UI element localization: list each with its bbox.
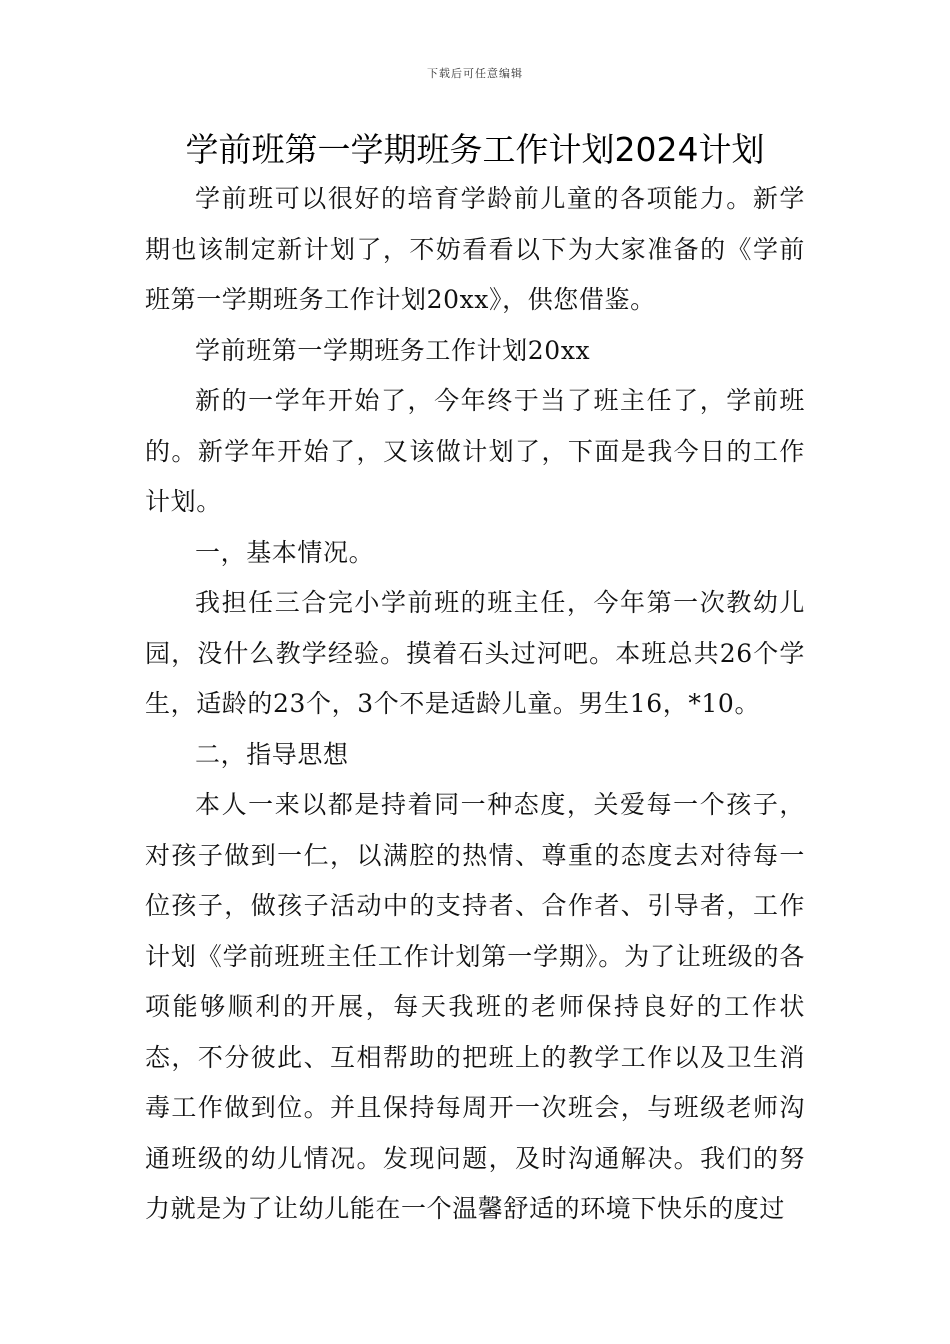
header-note: 下载后可任意编辑 bbox=[427, 67, 523, 80]
section-heading-guiding-thought: 二，指导思想 bbox=[195, 739, 349, 769]
document-title: 学前班第一学期班务工作计划2024计划 bbox=[185, 130, 765, 169]
paragraph-opening: 新的一学年开始了，今年终于当了班主任了，学前班的。新学年开始了，又该做计划了，下面是我今日的工作计划。 bbox=[145, 386, 805, 516]
paragraph-subtitle: 学前班第一学期班务工作计划20xx bbox=[195, 335, 591, 365]
paragraph-intro: 学前班可以很好的培育学龄前儿童的各项能力。新学期也该制定新计划了，不妨看看以下为大家准备的《学前班第一学期班务工作计划20xx》，供您借鉴。 bbox=[145, 184, 805, 314]
section-heading-basic-situation: 一，基本情况。 bbox=[195, 537, 375, 567]
document-body bbox=[145, 174, 805, 1235]
paragraph-basic-situation: 我担任三合完小学前班的班主任，今年第一次教幼儿园，没什么教学经验。摸着石头过河吧。本班总共26个学生，适龄的23个，3个不是适龄儿童。男生16，*10。 bbox=[145, 588, 805, 718]
paragraph-guiding-thought: 本人一来以都是持着同一种态度，关爱每一个孩子，对孩子做到一仁，以满腔的热情、尊重的态度去对待每一位孩子，做孩子活动中的支持者、合作者、引导者，工作计划《学前班班主任工作计划第一学期》。为了让班级的各项能够顺利的开展，每天我班的老师保持良好的工作状态，不分彼此、互相帮助的把班上的教学工作以及卫生消毒工作做到位。并且保持每周开一次班会，与班级老师沟通班级的幼儿情况。发现问题，及时沟通解决。我们的努力就是为了让幼儿能在一个温馨舒适的环境下快乐的度过 bbox=[145, 790, 805, 1223]
